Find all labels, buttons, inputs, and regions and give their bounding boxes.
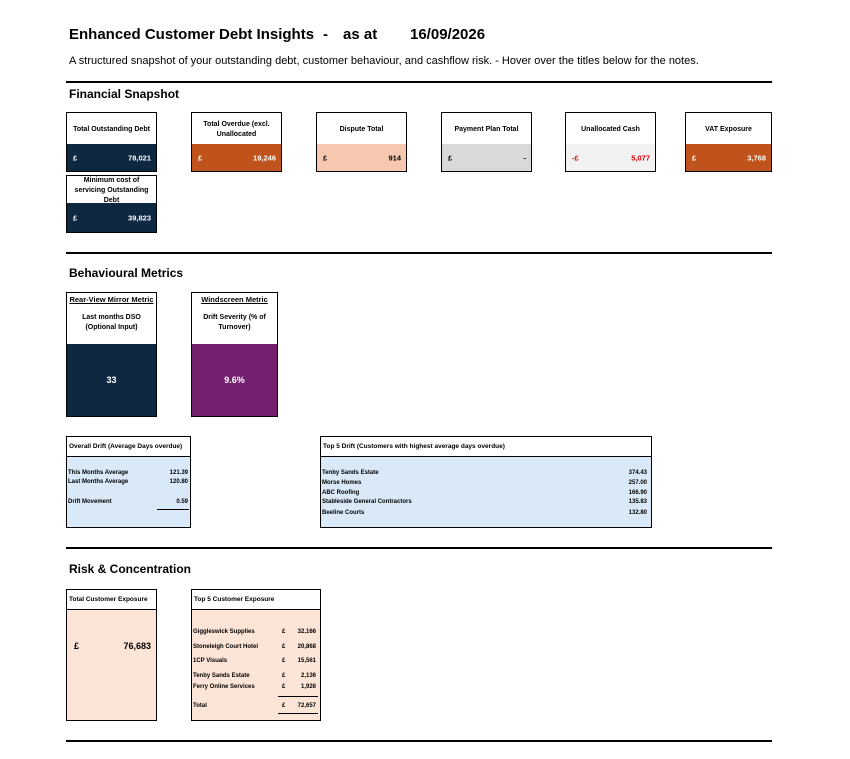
card-amount: 914	[388, 153, 401, 162]
drift-row-value: 120.80	[169, 479, 188, 485]
drift-customer-name: ABC Roofing	[322, 490, 360, 496]
report-date: 16/09/2026	[410, 26, 486, 43]
top5-exposure-box	[191, 589, 321, 721]
exposure-customer-name: Ferry Online Services	[193, 684, 255, 690]
card-payment-plan-total	[441, 112, 532, 172]
box-title[interactable]: Top 5 Drift (Customers with highest average days overdue)	[321, 437, 651, 457]
page-subtitle: A structured snapshot of your outstanding debt, customer behaviour, and cashflow risk. - Hover over the titles below for the notes.	[69, 55, 699, 67]
card-label[interactable]: Dispute Total	[339, 125, 384, 133]
section-title-financial-snapshot[interactable]: Financial Snapshot	[69, 87, 180, 101]
metric-heading[interactable]: Rear-View Mirror Metric	[69, 295, 154, 304]
box-title[interactable]: Total Customer Exposure	[67, 590, 156, 610]
page-title: Enhanced Customer Debt Insights	[69, 26, 315, 43]
card-total-outstanding-debt	[66, 112, 157, 172]
drift-customer-name: Stableside General Contractors	[322, 499, 412, 505]
currency-symbol: -£	[572, 153, 579, 162]
drift-customer-value: 132.80	[628, 510, 647, 516]
exposure-value: 1,926	[300, 684, 316, 690]
windscreen-metric	[191, 292, 278, 417]
currency-symbol: £	[73, 153, 78, 162]
card-value	[686, 144, 771, 171]
currency-symbol: £	[448, 153, 453, 162]
card-label[interactable]: Total Overdue (excl. Unallocated	[203, 120, 270, 138]
card-value	[67, 144, 156, 171]
exposure-customer-name: Tenby Sands Estate	[193, 673, 250, 679]
title-dash: -	[323, 26, 328, 43]
card-amount: 19,246	[253, 153, 276, 162]
exposure-customer-name: 1CP Visuals	[193, 658, 228, 664]
drift-customer-value: 135.83	[628, 499, 647, 505]
drift-movement-value: 0.59	[176, 499, 188, 505]
drift-customer-value: 374.43	[628, 470, 647, 476]
metric-heading[interactable]: Windscreen Metric	[201, 295, 268, 304]
exposure-customer-name: Stoneleigh Court Hotel	[193, 644, 258, 650]
drift-customer-value: 257.00	[628, 480, 647, 486]
drift-customer-name: Tenby Sands Estate	[322, 470, 379, 476]
card-value	[192, 144, 281, 171]
card-label[interactable]: VAT Exposure	[705, 125, 752, 133]
top5-drift-box	[320, 436, 652, 528]
dso-value: 33	[67, 344, 156, 416]
currency-symbol: £	[282, 658, 286, 664]
card-unallocated-cash	[565, 112, 656, 172]
card-total-overdue	[191, 112, 282, 172]
total-exposure-value: 76,683	[123, 641, 151, 651]
card-label[interactable]: Minimum cost of servicing Outstanding Debt	[74, 176, 149, 204]
currency-symbol: £	[323, 153, 328, 162]
drift-severity-value: 9.6%	[192, 344, 277, 416]
exposure-total-value: 72,657	[297, 703, 316, 709]
exposure-customer-name: Giggleswick Supplies	[193, 629, 255, 635]
exposure-total-label: Total	[193, 703, 207, 709]
card-value	[442, 144, 531, 171]
metric-label: Last months DSO (Optional Input)	[82, 314, 141, 331]
currency-symbol: £	[282, 703, 286, 709]
exposure-value: 32,166	[297, 629, 316, 635]
drift-customer-name: Morse Homes	[322, 480, 362, 486]
section-title-behavioural-metrics[interactable]: Behavioural Metrics	[69, 266, 184, 280]
box-title[interactable]: Overall Drift (Average Days overdue)	[67, 437, 190, 457]
currency-symbol: £	[282, 684, 286, 690]
card-value	[317, 144, 406, 171]
card-min-cost-servicing-debt	[66, 175, 157, 233]
drift-row-label: This Months Average	[68, 470, 129, 476]
card-amount: 78,021	[128, 153, 151, 162]
overall-drift-box	[66, 436, 191, 528]
underline	[157, 509, 189, 510]
divider	[66, 740, 772, 742]
metric-label: Drift Severity (% of Turnover)	[203, 314, 266, 331]
exposure-value: 15,561	[297, 658, 316, 664]
drift-row-label: Last Months Average	[68, 479, 129, 485]
drift-customer-value: 166.90	[628, 490, 647, 496]
box-title[interactable]: Top 5 Customer Exposure	[192, 590, 320, 610]
card-vat-exposure	[685, 112, 772, 172]
card-label[interactable]: Payment Plan Total	[454, 125, 519, 133]
drift-movement-label: Drift Movement	[68, 499, 112, 505]
currency-symbol: £	[73, 213, 78, 222]
card-amount: 5,077	[631, 153, 650, 162]
section-title-risk-concentration[interactable]: Risk & Concentration	[69, 562, 192, 576]
drift-row-value: 121.39	[169, 470, 188, 476]
card-amount: 39,823	[128, 213, 151, 222]
card-value	[566, 144, 655, 171]
currency-symbol: £	[282, 629, 286, 635]
drift-customer-name: Beeline Courts	[322, 510, 365, 516]
currency-symbol: £	[198, 153, 203, 162]
exposure-value: 2,136	[300, 673, 316, 679]
card-amount: 3,768	[747, 153, 766, 162]
card-label[interactable]: Total Outstanding Debt	[73, 125, 150, 133]
currency-symbol: £	[282, 673, 286, 679]
as-at-label: as at	[343, 26, 378, 43]
divider	[66, 252, 772, 254]
currency-symbol: £	[282, 644, 286, 650]
card-label[interactable]: Unallocated Cash	[581, 125, 640, 133]
currency-symbol: £	[692, 153, 697, 162]
currency-symbol: £	[74, 641, 80, 651]
underline	[278, 713, 318, 714]
divider	[66, 547, 772, 549]
total-exposure-box	[66, 589, 157, 721]
exposure-value: 20,868	[297, 644, 316, 650]
sum-line	[278, 696, 318, 697]
rear-view-mirror-metric	[66, 292, 157, 417]
card-amount: -	[523, 153, 526, 162]
card-value	[67, 203, 156, 232]
divider	[66, 81, 772, 83]
card-dispute-total	[316, 112, 407, 172]
